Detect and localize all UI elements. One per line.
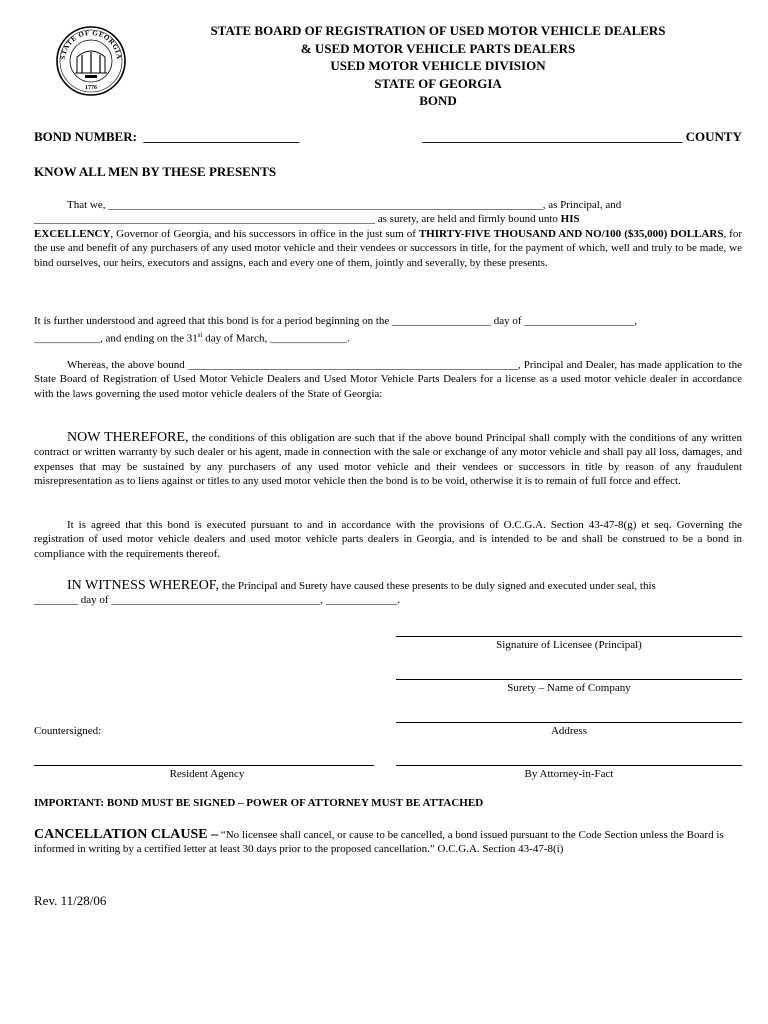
whereas-rest: , Principal and Dealer, has made application to the State Board of Registration of Used Motor Vehicle Dealers and Used Motor Vehicle Parts Dealers for a license as a used motor vehicle dealer in accordance with the laws governing the used motor vehicle dealers of the State of Georgia: [34, 359, 742, 400]
comma-text: , [634, 315, 638, 327]
day-of-text: day of [491, 315, 525, 327]
witness-day-field[interactable]: ________ [34, 594, 78, 607]
period-mark: . [346, 333, 350, 346]
begin-day-field[interactable]: __________________ [392, 315, 492, 327]
st-superscript: st [197, 331, 203, 340]
day-march-text: day of March, [202, 333, 270, 346]
surety-text: as surety, are held and firmly bound unto [375, 213, 561, 226]
georgia-state-seal [55, 25, 127, 97]
header-line-4: STATE OF GEORGIA [374, 75, 502, 91]
surety-name-field[interactable]: ______________________________________________________________ [34, 213, 375, 226]
important-notice: IMPORTANT: BOND MUST BE SIGNED – POWER OF ATTORNEY MUST BE ATTACHED [34, 797, 484, 809]
excellency-text: EXCELLENCY [34, 227, 111, 240]
county-group [422, 130, 742, 144]
as-principal-text: , as Principal, and [542, 199, 622, 211]
licensee-signature-label: Signature of Licensee (Principal) [496, 639, 642, 651]
address-label: Address [550, 725, 588, 737]
now-therefore-paragraph [34, 431, 742, 489]
his-text: HIS [560, 213, 580, 226]
cancellation-title: CANCELLATION CLAUSE – [34, 827, 219, 842]
period-text: It is further understood and agreed that this bond is for a period beginning on the [34, 315, 393, 327]
begin-month-field[interactable]: ____________________ [524, 315, 635, 327]
that-we-text: That we, [67, 199, 109, 211]
header-line-3: USED MOTOR VEHICLE DIVISION [330, 58, 546, 74]
county-field[interactable]: ________________________________________ [422, 129, 683, 144]
witness-lead: IN WITNESS WHEREOF, [67, 578, 219, 593]
amount-words: THIRTY-FIVE THOUSAND AND NO/100 [418, 227, 622, 240]
surety-company-line[interactable] [396, 679, 742, 680]
header-line-5: BOND [419, 93, 457, 109]
resident-agency-label: Resident Agency [169, 768, 245, 780]
governor-text: , Governor of Georgia, and his successors in office in the just sum of [110, 227, 419, 240]
dealer-name-field[interactable]: ____________________________________________________________ [187, 359, 518, 371]
witness-period: . [397, 594, 401, 607]
cancellation-clause [34, 828, 742, 857]
ending-text: , and ending on the 31 [100, 333, 198, 346]
know-all-men-heading: KNOW ALL MEN BY THESE PRESENTS [34, 164, 277, 179]
begin-year-field[interactable]: ____________ [34, 333, 100, 346]
witness-paragraph [34, 579, 742, 608]
end-year-field[interactable]: ______________ [269, 333, 347, 346]
seal-year: 1776 [85, 85, 97, 91]
seal-ring-text: STATE OF GEORGIA [58, 28, 124, 61]
countersigned-label: Countersigned: [34, 725, 102, 737]
witness-month-field[interactable]: ______________________________________ [111, 594, 321, 607]
witness-year-field[interactable]: _____________ [325, 594, 398, 607]
resident-agency-line[interactable] [34, 765, 374, 766]
now-therefore-text: the conditions of this obligation are such that if the above bound Principal shall comply with the conditions of any written contract or written warranty by such dealer or his agent, made in connection with the sale or exchange of any motor vehicle and shall pay all loss, damages, and expenses that may be sustained by any purchasers of any used motor vehicle and their vendees or successors in title by reason of any fraudulent misrepresentation as to liens against or titles to any used motor vehicle then the bond is to be void, otherwise it is to remain of full force and effect. [34, 432, 742, 488]
ocga-paragraph [34, 518, 742, 561]
bond-number-label: BOND NUMBER: [34, 129, 137, 144]
cancellation-text: “No licensee shall cancel, or cause to be cancelled, a bond issued pursuant to the Code Section unless the Board is informed in writing by a certified letter at least 30 days prior to the proposed cancellation.” O.C.G.A. Section 43-47-8(i) [34, 829, 724, 856]
revision-date: Rev. 11/28/06 [34, 893, 107, 908]
licensee-signature-line[interactable] [396, 636, 742, 637]
whereas-text: Whereas, the above bound [67, 359, 188, 371]
bond-number-field[interactable]: ________________________ [143, 129, 300, 144]
period-paragraph [34, 314, 742, 346]
principal-paragraph [34, 198, 742, 270]
surety-company-label: Surety – Name of Company [507, 682, 631, 694]
whereas-paragraph [34, 358, 742, 401]
bond-number-group [34, 130, 299, 144]
now-therefore-lead: NOW THEREFORE, [67, 430, 189, 445]
witness-text: the Principal and Surety have caused these presents to be duly signed and executed under seal, this [218, 580, 656, 592]
document-header [150, 22, 726, 110]
header-line-1: STATE BOARD OF REGISTRATION OF USED MOTOR VEHICLE DEALERS [210, 23, 666, 38]
witness-comma: , [320, 594, 326, 607]
attorney-in-fact-line[interactable] [396, 765, 742, 766]
county-label: COUNTY [685, 129, 742, 144]
principal-name-field[interactable]: _______________________________________________________________________________ [108, 199, 543, 211]
obligation-text: , for the use and benefit of any purchasers of any used motor vehicle and their vendees or successors in title, for the payment of which, well and truly to be made, we bind ourselves, our heirs, executors and assigns, each and every one of them, jointly and severally, by these presents. [34, 227, 743, 269]
header-line-2: & USED MOTOR VEHICLE PARTS DEALERS [300, 40, 576, 56]
address-line[interactable] [396, 722, 742, 723]
witness-day-of: day of [78, 594, 112, 607]
attorney-in-fact-label: By Attorney-in-Fact [524, 768, 614, 780]
amount-dollars: ($35,000) DOLLARS [624, 227, 724, 240]
ocga-text: It is agreed that this bond is executed pursuant to and in accordance with the provisions of O.C.G.A. Section 43-47-8(g) et seq. Governing the registration of used motor vehicle dealers and used motor vehicle parts dealers in Georgia, and is intended to be and shall be construed to be a bond in compliance with the requirements thereof. [34, 519, 742, 560]
